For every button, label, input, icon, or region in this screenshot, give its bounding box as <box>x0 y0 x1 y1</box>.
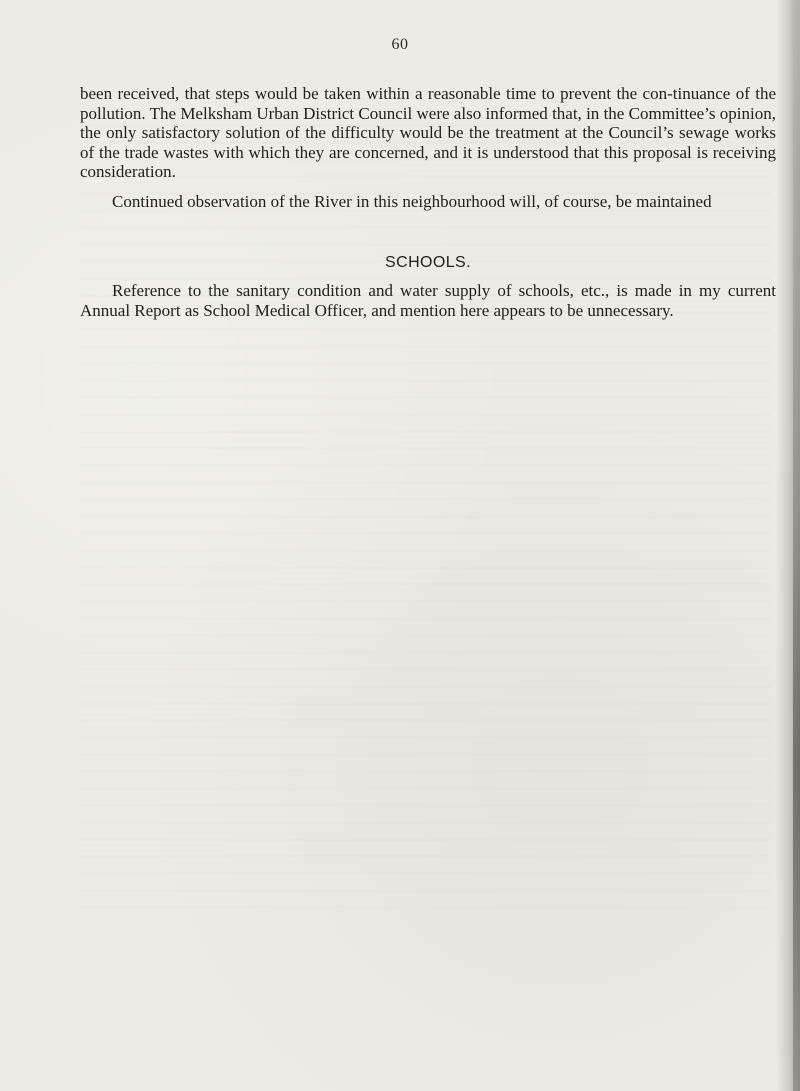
paragraph-river-observation: Continued observation of the River in this neighbourhood will, of course, be maintained <box>112 191 712 211</box>
section-heading-schools: SCHOOLS. <box>385 254 471 271</box>
page-content <box>80 84 776 320</box>
paragraph-schools: Reference to the sanitary condition and water supply of schools, etc., is made in my current Annual Report as School Medical Officer, and mention here appears to be unnecessary. <box>80 281 776 320</box>
page-number: 60 <box>391 36 409 53</box>
paragraph-pollution: been received, that steps would be taken within a reasonable time to prevent the con-tinuance of the pollution. The Melksham Urban District Council were also informed that, in the Committee’s opinion, the only satisfactory solution of the difficulty would be the treatment at the Council’s sewage works of the trade wastes with which they are concerned, and it is understood that this proposal is receiving consideration. <box>80 84 776 181</box>
page-edge-shadow <box>776 0 800 1091</box>
